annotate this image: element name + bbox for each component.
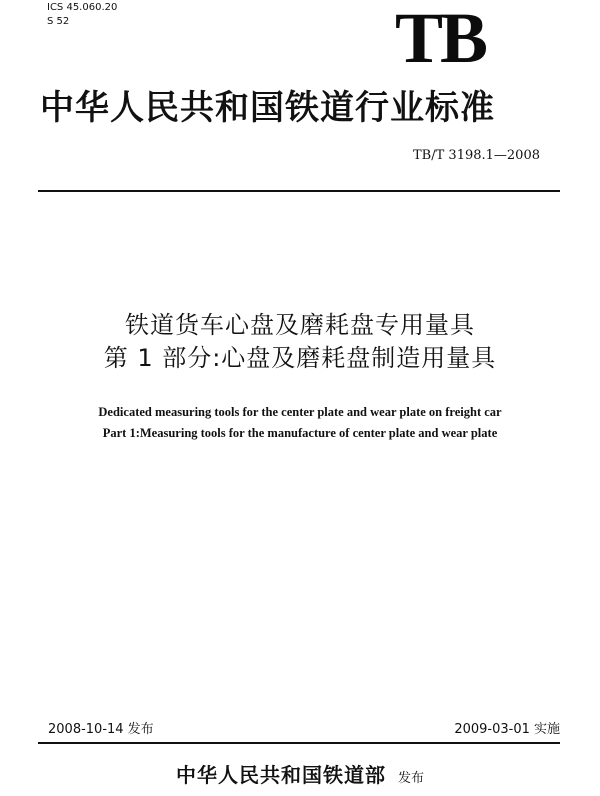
standard-category-title: 中华人民共和国铁道行业标准 bbox=[40, 88, 495, 128]
publish-action: 发布 bbox=[397, 771, 424, 786]
tb-logo: TB bbox=[395, 0, 486, 78]
document-title-en-line2: Part 1:Measuring tools for the manufacture of center plate and wear plate bbox=[102, 426, 498, 440]
top-divider bbox=[38, 190, 560, 192]
document-title-en-line1: Dedicated measuring tools for the center plate and wear plate on freight car bbox=[98, 405, 502, 419]
document-title-cn-line2: 第 1 部分:心盘及磨耗盘制造用量具 bbox=[103, 344, 497, 372]
ics-code: ICS 45.060.20 bbox=[47, 2, 118, 13]
bottom-divider bbox=[38, 742, 560, 744]
document-title-cn-line1: 铁道货车心盘及磨耗盘专用量具 bbox=[125, 311, 475, 339]
issue-date: 2008-10-14 发布 bbox=[48, 722, 154, 737]
ccs-code: S 52 bbox=[47, 16, 70, 27]
implementation-date: 2009-03-01 实施 bbox=[454, 722, 560, 737]
standard-number: TB/T 3198.1—2008 bbox=[413, 148, 540, 163]
publisher-name: 中华人民共和国铁道部 bbox=[175, 763, 386, 787]
publisher-line bbox=[0, 762, 600, 792]
